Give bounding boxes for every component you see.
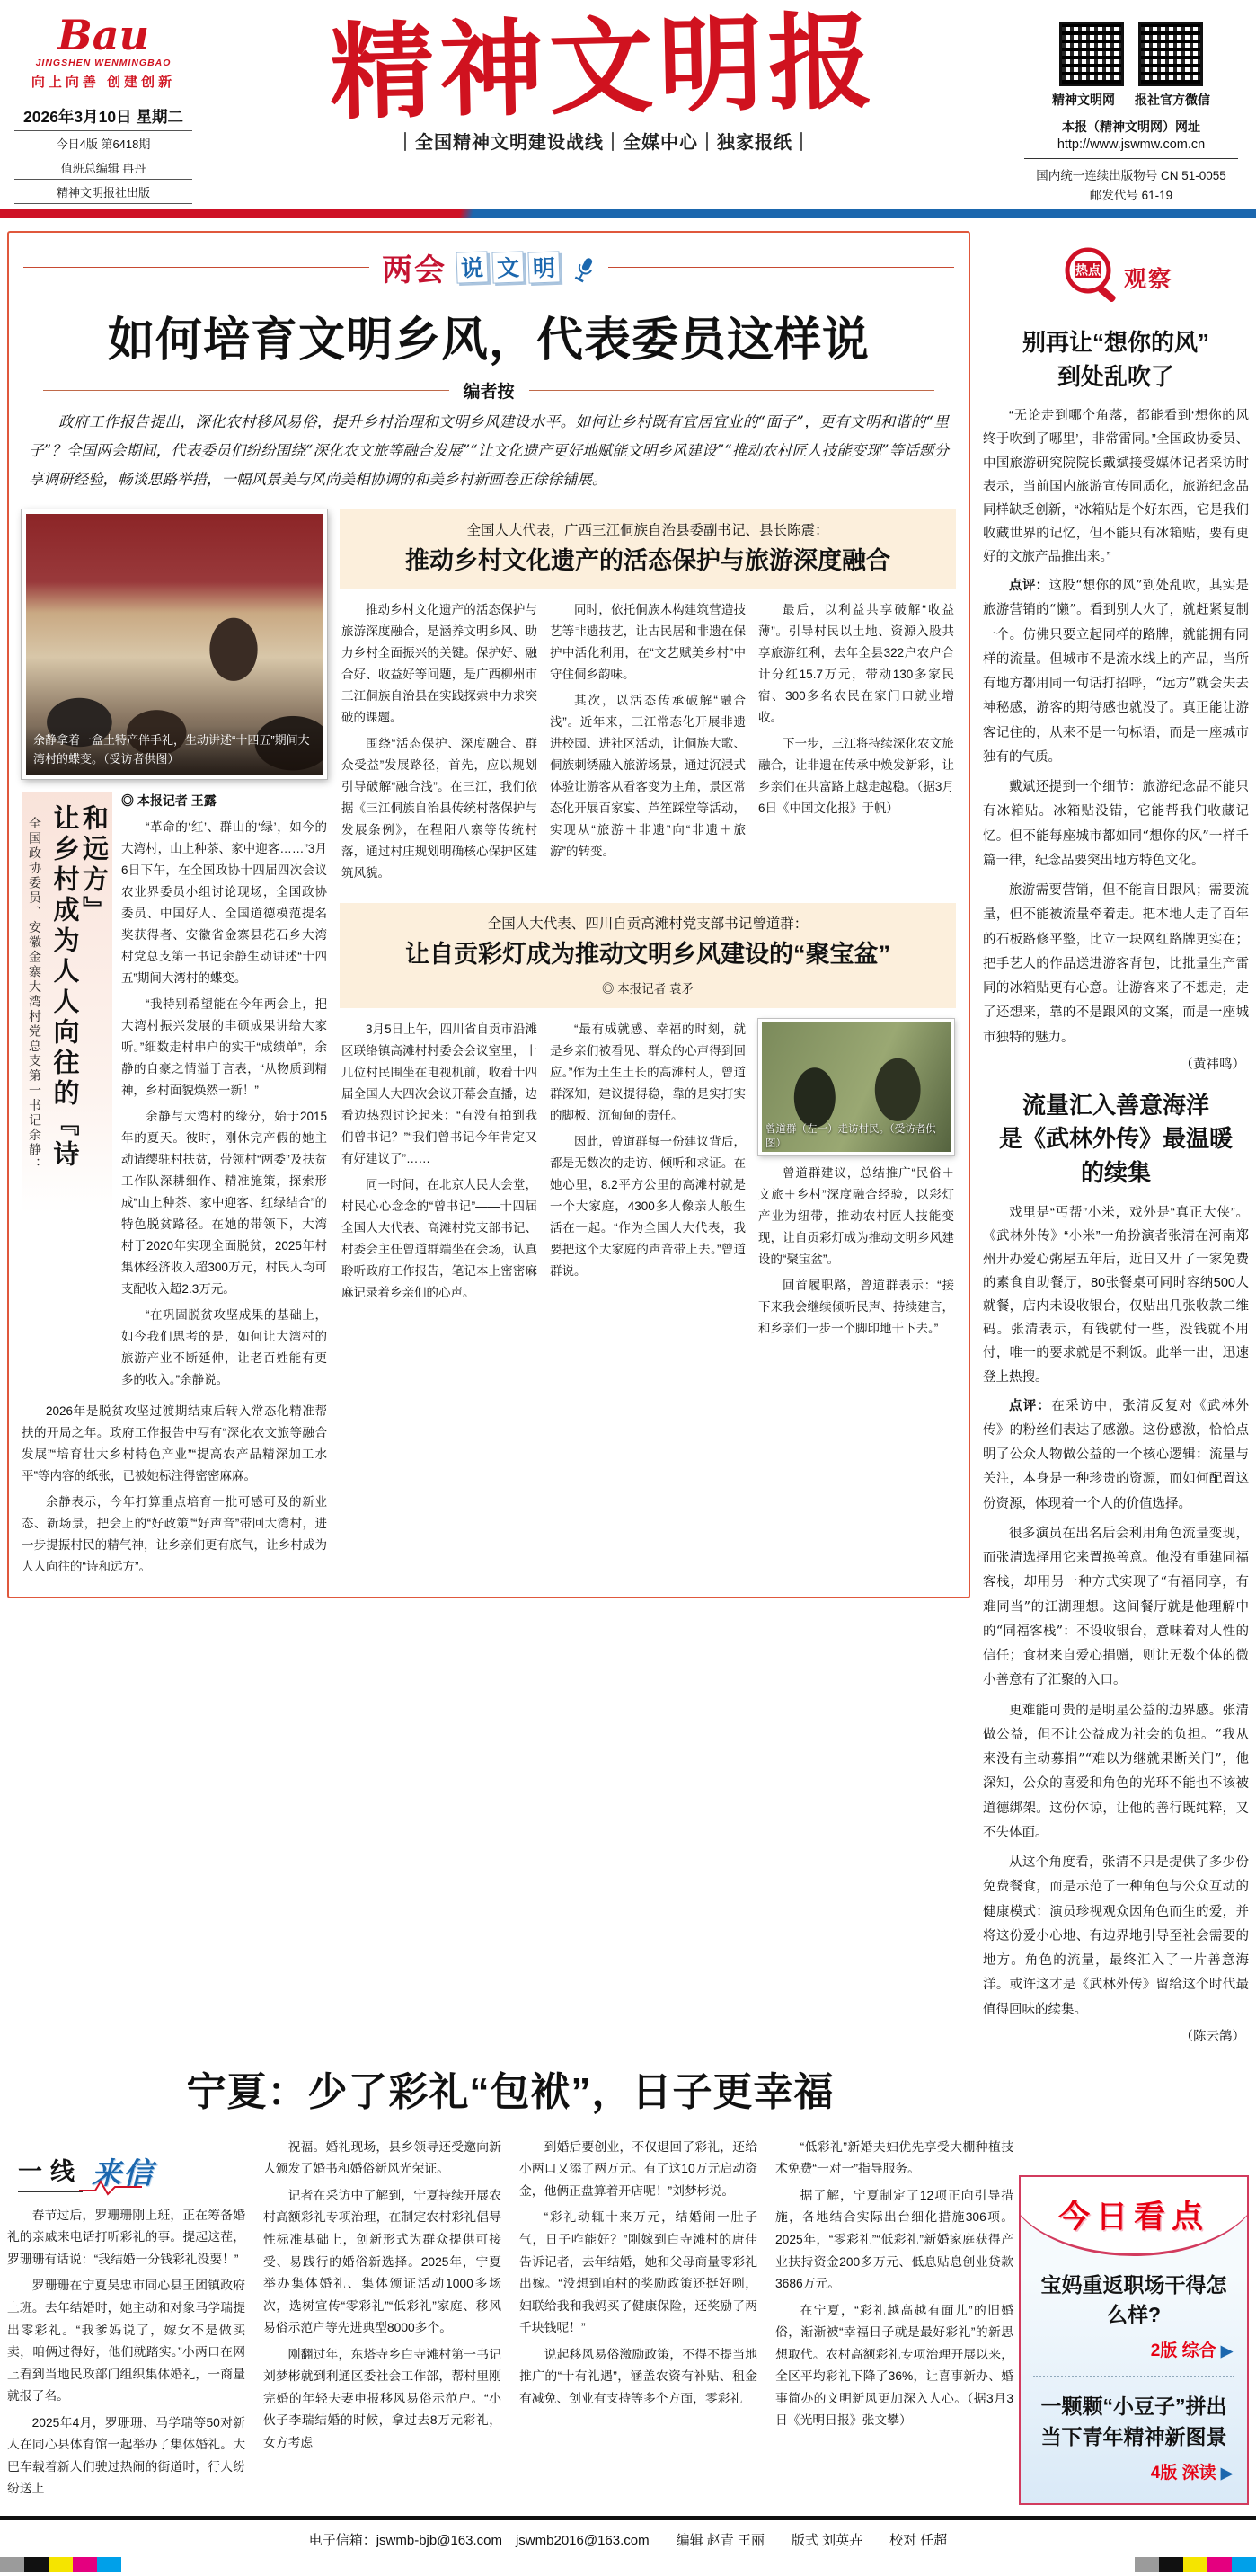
text-column-with-photo: 曾道群（左一）走访村民。（受访者供图） 曾道群建议，总结推广“民俗＋文旅＋乡村”深度融合经验，以彩灯产业为纽带，推动农村匠人技能变现，让自贡彩灯成为推动文明乡风建设的“聚宝盆”。 回首履职路，曾道群表示：“接下来我会继续倾听民声、持续建言，和乡亲们一步一个脚印地干下去。”: [758, 1019, 954, 1344]
decorative-line: [608, 267, 954, 268]
logo-pinyin: JINGSHEN WENMINGBAO: [35, 58, 172, 68]
article-comment: 点评：在采访中，张清反复对《武林外传》的粉丝们表达了感激。这份感激，恰恰点明了公众人物做公益的一个核心逻辑：流量与关注，本身是一种珍贵的资源，而如何配置这份资源，体现着一个人的价值选择。 很多演员在出名后会利用角色流量变现，而张清选择用它来置换善意。他没有重建同福客栈，却用另一种方式实现了“有福同享，有难同当”的江湖理想。这间餐厅就是他理解中的“同福客栈”：不设收银台，意味着对人性的信任；食材来自爱心捐赠，则让无数个体的微小善意有了汇聚的入口。 更难能可贵的是明星公益的边界感。张清做公益，但不让公益成为社会的负担。“我从来没有主动募捐”“难以为继就果断关门”，他深知，公众的喜爱和角色的光环不能也不该被道德绑架。这份体谅，让他的善行既纯粹，又不失体面。 从这个角度看，张清不只是提供了多少份免费餐食，而是示范了一种角色与公众互动的健康模式：演员珍视观众因角色而生的爱，并将这份爱小心地、有边界地引导至社会需要的地方。角色的流量，最终汇入了一片善意海洋。或许这才是《武林外传》留给这个时代最值得回味的续集。: [983, 1398, 1249, 2017]
article-kicker: 全国政协委员、安徽金寨大湾村党总支第一书记余静：: [28, 816, 42, 1173]
text-column: 到婚后要创业，不仅退回了彩礼，还给小两口又添了两万元。有了这10万元启动资金，他俩正盘算着开店呢！”刘梦彬说。 “彩礼动辄十来万元，结婚闹一肚子气，日子咋能好？”刚嫁到白寺滩村的唐佳告诉记者，去年结婚，她和父母商量零彩礼出嫁。“没想到咱村的奖励政策还挺好咧，妇联给我和我妈买了健康保险，还奖励了两千块钱呢！” 说起移风易俗激励政策，不得不提当地推广的“十有礼遇”，涵盖农资有补贴、租金有减免、创业有支持等多个方面，零彩礼: [519, 2139, 757, 2405]
article-header: [340, 903, 956, 1008]
newspaper-logo: Bau: [57, 11, 150, 59]
article-headline: 别再让“想你的风” 到处乱吹了: [1022, 329, 1209, 390]
text-column: 同时，依托侗族木构建筑营造技艺等非遗技艺，让古民居和非遗在保护中活化利用，在“文艺赋美乡村”中守住侗乡韵味。 其次，以活态传承破解“融合浅”。近年来，三江常态化开展非遗进校园、进社区活动，让侗族大歌、侗族刺绣融入旅游场景，通过沉浸式体验让游客从看客变为主角，景区常态化开展百家宴、芦笙踩堂等活动，实现从“旅游＋非遗”向“非遗＋旅游”的转变。: [550, 602, 746, 858]
editor-note-header: [43, 378, 934, 403]
comment-label: 点评：: [1009, 1398, 1052, 1413]
byline: ◎ 本报记者 袁矛: [601, 981, 694, 996]
article-yujing: [22, 509, 327, 1583]
article-header: [340, 509, 956, 589]
today-item: 一颗颗“小豆子”拼出当下青年精神新图景 4版 深读 ▶: [1021, 2377, 1247, 2487]
masthead: [0, 0, 1256, 206]
today-title: 今日看点: [1058, 2199, 1210, 2236]
newspaper-tagline: ｜全国精神文明建设战线｜全媒中心｜独家报纸｜: [396, 133, 811, 154]
website-label: 本报（精神文明网）网址: [1062, 120, 1200, 134]
article-wulin: [983, 1089, 1249, 2045]
qr-label-wechat: 报社官方微信: [1135, 93, 1210, 107]
decorative-line: [43, 390, 449, 391]
photo-caption: 曾道群（左一）走访村民。（受访者供图）: [765, 1123, 936, 1149]
footer-info: 电子信箱：jswmb-bjb@163.com jswmb2016@163.com 编辑 赵青 王丽 版式 刘英卉 校对 任超: [308, 2532, 948, 2548]
date-line: 2026年3月10日 星期二: [14, 102, 192, 131]
divider-line: [1024, 158, 1238, 159]
decorative-line: [529, 390, 935, 391]
today-highlights-box: [1019, 2175, 1249, 2505]
red-blue-divider-bar: [0, 209, 1256, 218]
article-comment: 点评：这股“想你的风”到处乱吹，其实是旅游营销的“懒”。看到别人火了，就赶紧复制一个。仿佛只要立起同样的路牌，就能拥有同样的流量。但城市不是流水线上的产品，当所有地方都用同一句话打招呼，“远方”就会失去神秘感，游客的期待感也就没了。真正能让游客记住的，从来不是一句标语，而是一座城市独有的气质。 戴斌还提到一个细节：旅游纪念品不能只有冰箱贴。冰箱贴没错，它能帮我们收藏记忆。但不能每座城市都如同“想你的风”一样千篇一律，纪念品要突出地方特色文化。 旅游需要营销，但不能盲目跟风；需要流量，但不能被流量牵着走。把本地人走了百年的石板路修平整，比立一块网红路牌更实在；把手艺人的作品送进游客背包，比批量生产雷同的冰箱贴更有心意。让游客来了不想走，走了还想来，靠的不是跟风的文案，而是一座城市独特的魅力。: [983, 579, 1250, 1045]
publisher-line: 精神文明报社出版: [14, 180, 192, 204]
website-url: http://www.jswmw.com.cn: [1057, 137, 1206, 152]
text-column: “低彩礼”新婚夫妇优先享受大棚种植技术免费“一对一”指导服务。 据了解，宁夏制定了12项正向引导措施，各地结合实际出台细化措施306项。2025年，“零彩礼”“低彩礼”新婚家庭获得产业扶持资金200多万元、低息贴息创业贷款3686万元。 在宁夏，“彩礼越高越有面儿”的旧婚俗，渐渐被“幸福日子就是最好彩礼”的新思想取代。农村高额彩礼专项治理开展以来，全区平均彩礼下降了36%，让喜事新办、婚事简办的文明新风更加深入人心。（据3月3日《光明日报》张文攀）: [775, 2139, 1013, 2428]
lianghui-section: [7, 231, 970, 1598]
registration-marks-right: [1135, 2557, 1256, 2572]
arrow-icon: ▶: [1220, 2464, 1233, 2482]
section-badge-row: [23, 245, 954, 289]
article-body: “革命的‘红’、群山的‘绿’，如今的大湾村，山上种茶、家中迎客……”3月6日下午，在全国政协十四届四次会议农业界委员小组讨论现场，全国政协委员、中国好人、全国道德模范提名奖获得者、安徽省金寨县花石乡大湾村党总支第一书记余静生动讲述“十四五”期间大湾村的蝶变。 “我特别希望能在今年两会上，把大湾村振兴发展的丰硕成果讲给大家听。”细数走村串户的实干“成绩单”，余静的自豪之情溢于言表，“从物质到精神，乡村面貌焕然一新！” 余静与大湾村的缘分，始于2015年的夏天。彼时，刚休完产假的她主动请缨驻村扶贫，带领村“两委”及扶贫工作队深耕细作、精准施策，探索形成“山上种茶、家中迎客、红绿结合”的特色脱贫路径。在她的带领下，大湾村于2020年实现全面脱贫，2025年村集体经济收入超300万元，村民人均可支配收入超2.3万元。 “在巩固脱贫攻坚成果的基础上，如今我们思考的是，如何让大湾村的旅游产业不断延伸，让老百姓能有更多的收入。”余静说。: [120, 819, 327, 1386]
article-zengdaoqun: [340, 903, 956, 1346]
magnifier-icon: [1059, 245, 1129, 310]
today-item: 宝妈重返职场干得怎么样? 2版 综合 ▶: [1021, 2256, 1247, 2366]
article-body-continued: 2026年是脱贫攻坚过渡期结束后转入常态化精准帮扶的开局之年。政府工作报告中写有“深化农文旅等融合发展”“培育壮大乡村特色产业”“提高农产品精深加工水平”等内容的纸张，已被她标注得密密麻麻。 余静表示，今年打算重点培育一批可感可及的新业态、新场景，把会上的“好政策”“好声音”带回大湾村，进一步提振村民的精气神，让乡亲们更有底气，让乡村成为人人向往的“诗和远方”。: [22, 1403, 327, 1574]
main-headline: 如何培育文明乡风，代表委员这样说: [107, 314, 870, 367]
decorative-line: [23, 267, 369, 268]
ningxia-section: [7, 2059, 1013, 2505]
page-reference: 2版 综合 ▶: [1150, 2341, 1233, 2361]
article-lead: “无论走到哪个角落，都能看到‘想你的风终于吹到了哪里’，非常雷同。”全国政协委员、中国旅游研究院院长戴斌接受媒体记者采访时表示，当前国内旅游宣传同质化，旅游纪念品同样缺乏创新，“冰箱贴是个好东西，它是我们收藏世界的记忆，但不能只有冰箱贴，要有更好的文旅产品推出来。”: [983, 409, 1249, 564]
lianghui-badge: [382, 245, 596, 289]
yixian-laixin-badge: [7, 2138, 245, 2192]
section-headline: 宁夏：少了彩礼“包袱”，日子更幸福: [186, 2069, 835, 2114]
hotspot-badge: [983, 245, 1249, 310]
article-headline: 让乡村成为人人向往的『诗和远方』: [49, 803, 108, 1171]
today-header: [1019, 2177, 1249, 2256]
article-headline: 让自贡彩灯成为推动文明乡风建设的“聚宝盆”: [405, 940, 890, 968]
cn-serial-number: 国内统一连续出版物号 CN 51-0055: [1036, 169, 1226, 182]
vertical-headline-strip: [22, 792, 112, 1214]
editor-note-label: 编者按: [463, 383, 515, 402]
text-column: 一线 来信 春节过后，罗珊珊刚上班，正在筹备婚礼的亲戚来电话打听彩礼的事。提起这茬，罗珊珊有话说：“我结婚一分钱彩礼没要！” 罗珊珊在宁夏吴忠市同心县王团镇政府上班。去年结婚时，她主动和对象马学瑞提出零彩礼。“我爹妈说了，嫁女不是做买卖，咱俩过得好，他们就踏实。”小两口在网上看到当地民政部门组织集体婚礼，一商量就报了名。 2025年4月，罗珊珊、马学瑞等50对新人在同心县体育馆一起举办了集体婚礼。大巴车载着新人们驶过热闹的街道时，行人纷纷送上: [7, 2137, 245, 2505]
article-headline: 推动乡村文化遗产的活态保护与旅游深度融合: [405, 546, 890, 574]
svg-text:热点: 热点: [1075, 262, 1101, 278]
postal-code: 邮发代号 61-19: [1089, 189, 1173, 202]
article-kicker: 全国人大代表，广西三江侗族自治县委副书记、县长陈震：: [466, 522, 829, 538]
meeting-photo: [22, 509, 327, 779]
text-column: 祝福。婚礼现场，县乡领导还受邀向新人颁发了婚书和婚俗新风光荣证。 记者在采访中了解到，宁夏持续开展农村高额彩礼专项治理，在制定农村彩礼倡导性标准基础上，创新形式为群众提供可接受、易践行的婚俗新选择。2025年，宁夏举办集体婚礼、集体颁证活动1000多场次，选树宣传“零彩礼”“低彩礼”家庭、移风易俗示范户等先进典型8000多个。 刚翻过年，东塔寺乡白寺滩村第一书记刘梦彬就到利通区委社会工作部，帮村里刚完婚的年轻夫妻申报移风易俗示范户。“小伙子李瑞结婚的时候，拿过去8万元彩礼，女方考虑: [263, 2139, 501, 2449]
badge-lianghui-label: 两会: [382, 253, 447, 288]
registration-marks-left: [0, 2557, 121, 2572]
hotspot-column: [983, 231, 1249, 2045]
article-lead: 戏里是“丐帮”小米，戏外是“真正大侠”。《武林外传》“小米”一角扮演者张清在河南郑州开办爱心粥屋五年后，近日又开了一家免费的素食自助餐厅，80张餐桌可同时容纳500人就餐，店内未设收银台，仅贴出几张收款二维码。张清表示，有钱就付一些，没钱就不用付，唯一的要求就是不剩饭。此举一出，迅速登上热搜。: [983, 1205, 1249, 1385]
article-kicker: 全国人大代表、四川自贡高滩村党支部书记曾道群：: [487, 916, 809, 932]
arrow-icon: ▶: [1220, 2342, 1233, 2360]
badge-label-laixin: 来信: [92, 2156, 155, 2190]
masthead-left: [14, 11, 192, 204]
text-column: 推动乡村文化遗产的活态保护与旅游深度融合，是涵养文明乡风、助力乡村全面振兴的关键。保护好、融合好、收益好等问题，是广西柳州市三江侗族自治县在实践探索中力求突破的课题。 围绕“活态保护、深度融合、群众受益”发展路径，首先，应以规划引导破解“融合浅”。在三江，我们依据《三江侗族自治县传统村落保护与发展条例》，在程阳八寨等传统村落，通过村庄规划明确核心保护区建筑风貌。: [341, 602, 537, 880]
masthead-center: [192, 0, 1015, 154]
author-signature: （陈云鸽）: [1180, 2029, 1245, 2044]
page-content: [0, 218, 1256, 2505]
qr-code-wechat-icon: [1138, 22, 1203, 86]
village-visit-photo: [758, 1019, 954, 1155]
microphone-icon: [572, 255, 596, 286]
page-reference: 4版 深读 ▶: [1150, 2463, 1233, 2483]
text-column: 最后，以利益共享破解“收益薄”。引导村民以土地、资源入股共享旅游红利，去年全县322户农户合计分红15.7万元，带动130多家民宿、300多名农民在家门口就业增收。 下一步，三江将持续深化农文旅融合，让非遗在传承中焕发新彩，让乡亲们在共富路上越走越稳。（据3月6日《中国文化报》于帆）: [758, 602, 954, 815]
byline: ◎ 本报记者 王露: [120, 792, 217, 808]
masthead-right: [1015, 14, 1247, 203]
hotspot-badge-label: 观察: [1123, 267, 1172, 292]
editor-note-text: 政府工作报告提出，深化农村移风易俗，提升乡村治理和文明乡风建设水平。如何让乡村既有宜居宜业的“面子”，更有文明和谐的“里子”？全国两会期间，代表委员们纷纷围绕“深化农文旅等融合发展”“让文化遗产更好地赋能文明乡风建设”“推动农村匠人技能变现”等话题分享调研经验，畅谈思路举措，一幅风景美与风尚美相协调的和美乡村新画卷正徐徐铺展。: [29, 413, 949, 489]
newspaper-title: 精神文明报: [328, 0, 880, 135]
heartbeat-line-icon: [79, 2180, 142, 2196]
comment-label: 点评：: [1009, 579, 1049, 594]
author-signature: （黄祎鸣）: [1180, 1057, 1245, 1072]
badge-tiles: 说 文 明: [452, 252, 560, 283]
text-column: “最有成就感、幸福的时刻，就是乡亲们被看见、群众的心声得到回应。”作为土生土长的高滩村人，曾道群深知，建议提得稳，靠的是实打实的脚板、沉甸甸的责任。 因此，曾道群每一份建议背后，都是无数次的走访、倾听和求证。在她心里，8.2平方公里的高滩村就是一个大家庭，4300多人像亲人般生活在一起。“作为全国人大代表，我要把这个大家庭的声音带上去。”曾道群说。: [550, 1022, 746, 1279]
duty-editor-line: 值班总编辑 冉丹: [14, 155, 192, 180]
qr-code-website-icon: [1059, 22, 1124, 86]
photo-caption: 余静拿着一盒土特产伴手礼，生动讲述“十四五”期间大湾村的蝶变。（受访者供图）: [26, 726, 323, 775]
article-headline: 流量汇入善意海洋 是《武林外传》最温暖的续集: [998, 1091, 1233, 1187]
issue-line: 今日4版 第6418期: [14, 131, 192, 155]
article-wind: [983, 326, 1249, 1073]
logo-slogan: 向上向善 创建创新: [31, 75, 176, 90]
article-chenzhen: [340, 509, 956, 890]
text-column: 3月5日上午，四川省自贡市沿滩区联络镇高滩村村委会会议室里，十几位村民围坐在电视机前，收看十四届全国人大四次会议开幕会直播，边看边热烈讨论起来：“有没有拍到我们曾书记？”“我们曾书记今年肯定又有好建议了”…… 同一时间，在北京人民大会堂，村民心心念念的“曾书记”——十四届全国人大代表、高滩村党支部书记、村委会主任曾道群端坐在会场，认真聆听政府工作报告，笔记本上密密麻麻记录着乡亲们的心声。: [341, 1022, 537, 1300]
badge-label-yixian: 一线: [18, 2152, 83, 2192]
publication-info: [14, 102, 192, 204]
qr-label-website: 精神文明网: [1052, 93, 1115, 107]
